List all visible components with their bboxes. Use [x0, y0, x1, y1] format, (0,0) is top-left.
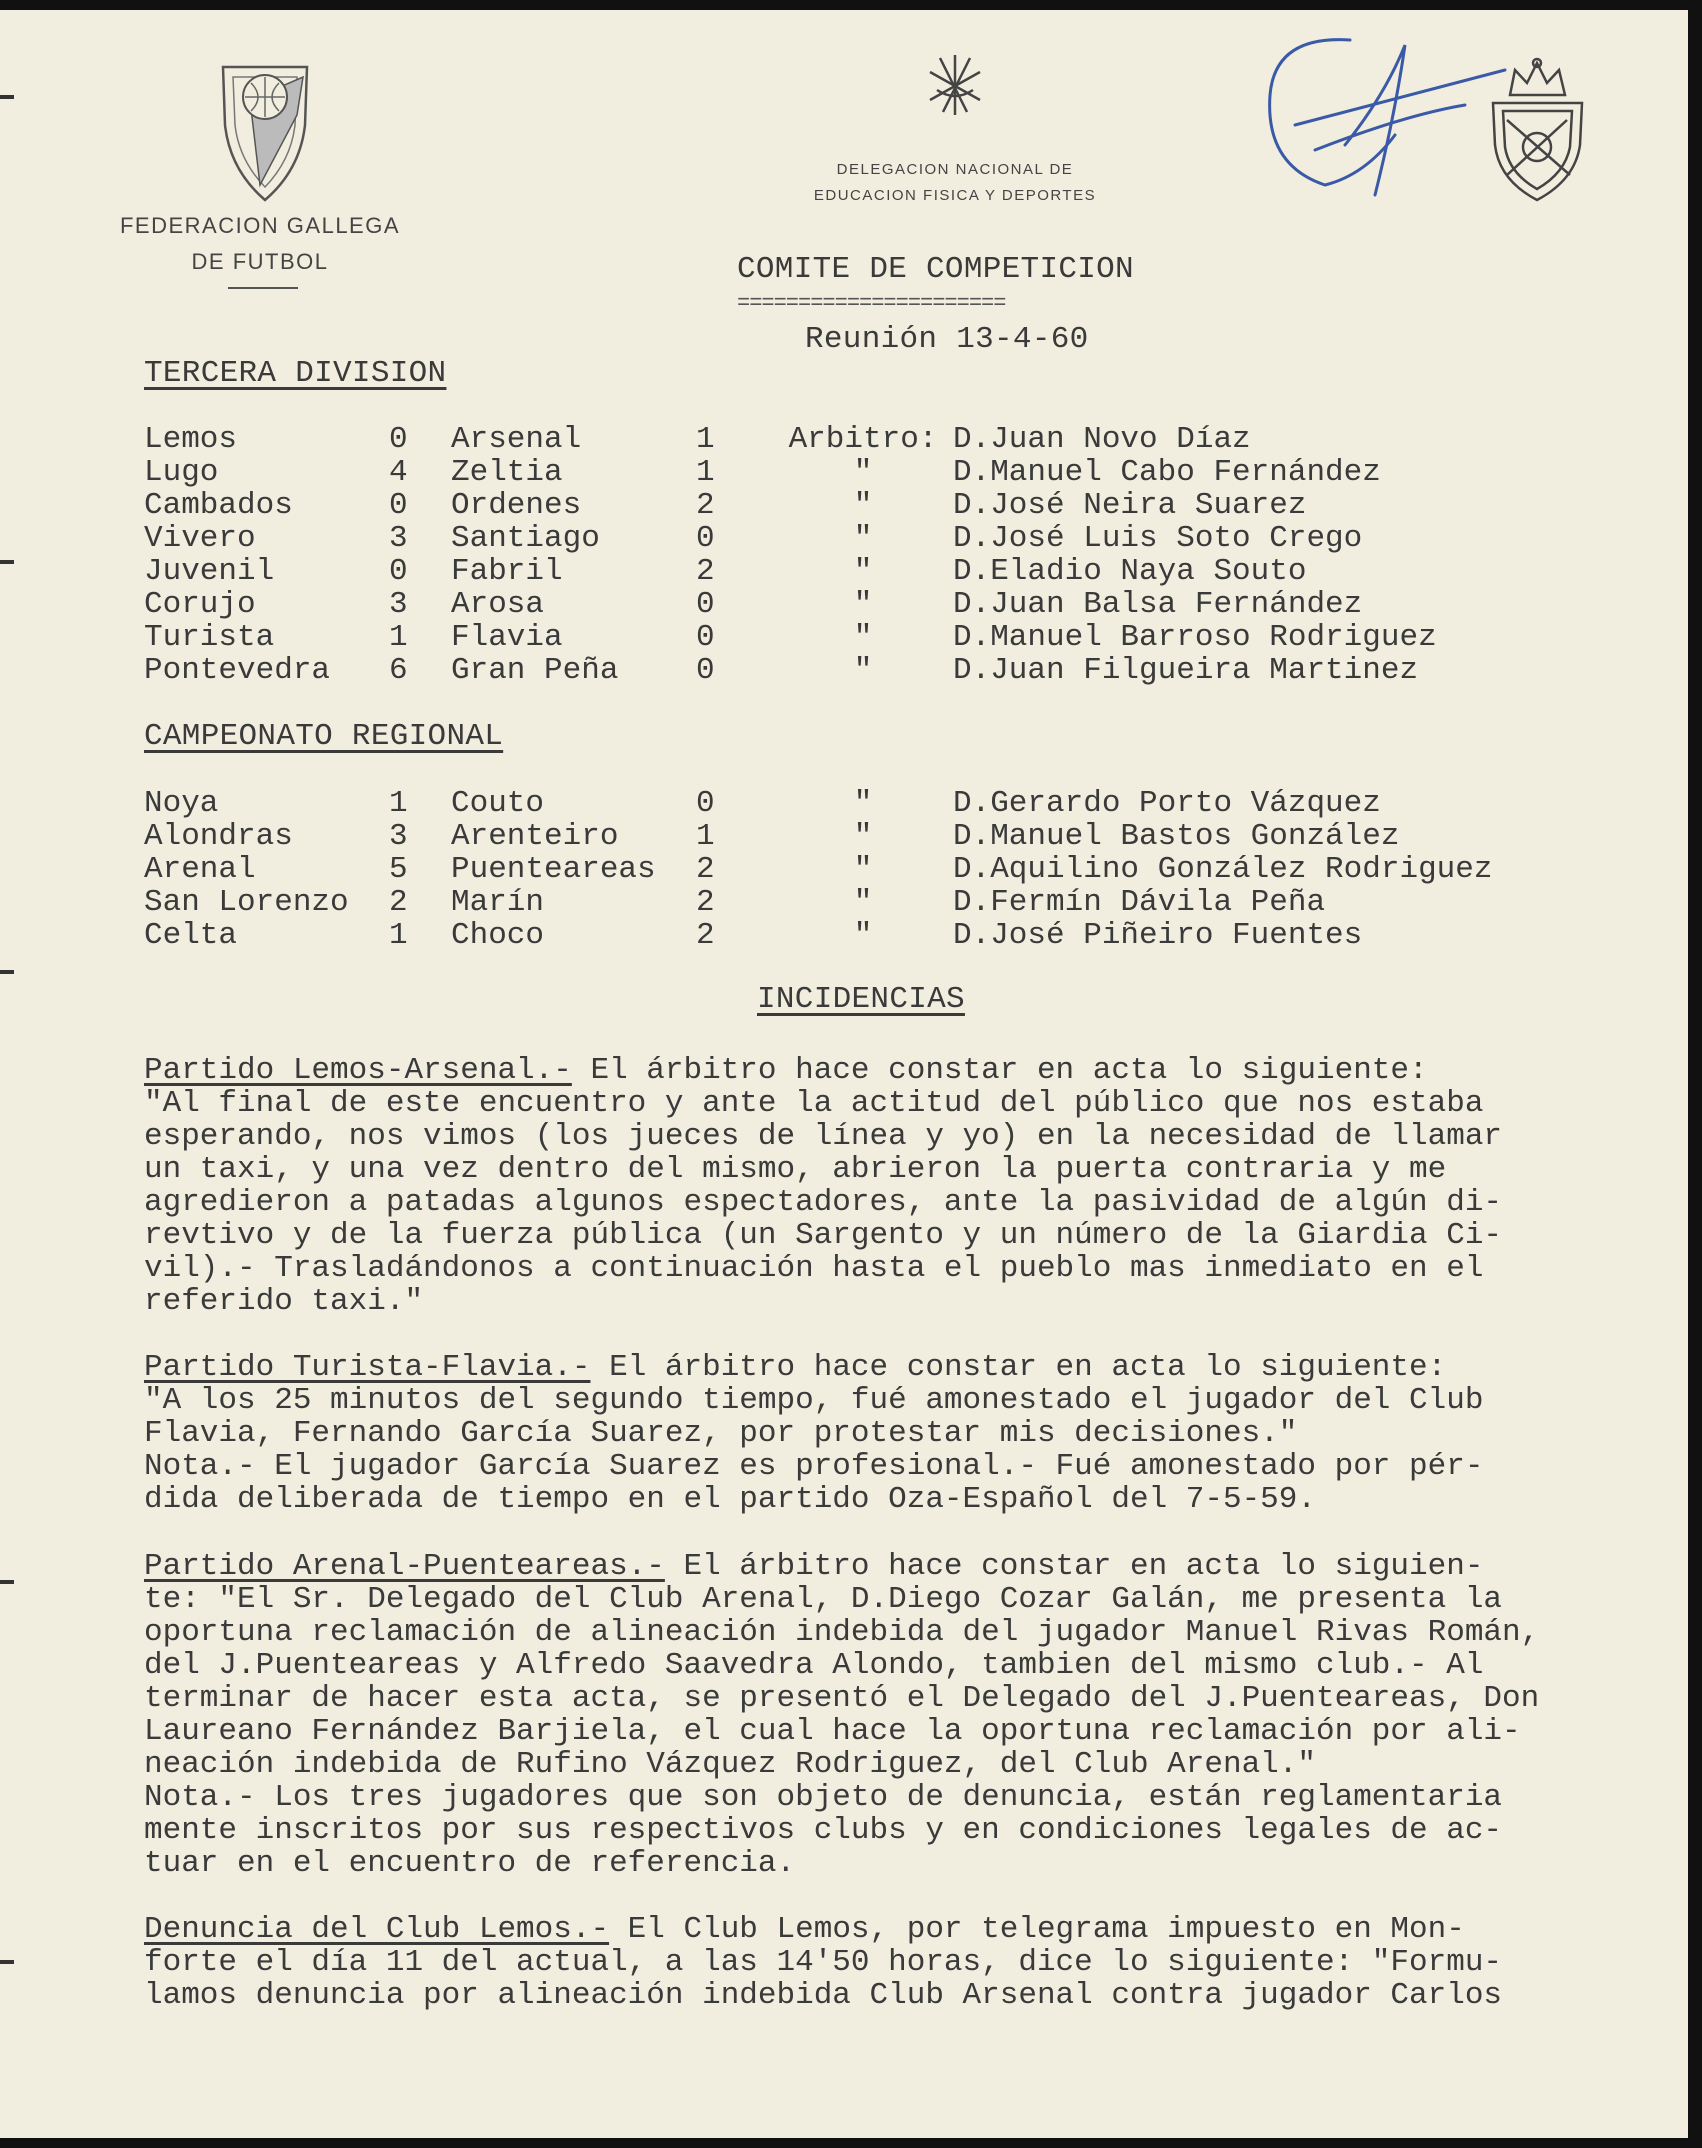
- referee-label: ": [853, 819, 873, 854]
- home-score: 5: [389, 852, 408, 887]
- home-team: Celta: [144, 918, 238, 953]
- away-score: 2: [696, 852, 715, 887]
- home-score: 3: [389, 819, 408, 854]
- federation-rule: [228, 287, 298, 289]
- incident-lead: Partido Turista-Flavia.-: [144, 1350, 591, 1385]
- referee-label: ": [853, 455, 873, 490]
- fgf-shield-logo: [215, 55, 315, 205]
- away-team: Flavia: [451, 620, 563, 655]
- away-score: 0: [696, 521, 715, 556]
- punch-mark: [0, 970, 14, 974]
- federation-name-line2: DE FUTBOL: [191, 249, 329, 274]
- scan-edge-right: [1688, 0, 1702, 2148]
- document-title: COMITE DE COMPETICION: [737, 252, 1134, 287]
- referee-name: D.Manuel Barroso Rodriguez: [953, 620, 1437, 655]
- delegation-name: [780, 157, 1130, 209]
- referee-label: ": [853, 918, 873, 953]
- away-team: Ordenes: [451, 488, 582, 523]
- away-team: Couto: [451, 786, 545, 821]
- incident-text: El Club Lemos, por telegrama impuesto en Mon- forte el día 11 del actual, a las 14'50 horas, dice lo siguiente: "Formu- lamos denuncia por alineación indebida Club Arsenal contra jugador Carlos: [144, 1912, 1503, 2013]
- referee-name: D.Juan Novo Díaz: [953, 422, 1251, 457]
- home-score: 2: [389, 885, 408, 920]
- result-row: [144, 588, 1437, 621]
- away-team: Arsenal: [451, 422, 582, 457]
- home-team: Turista: [144, 620, 275, 655]
- delegation-name-line1: DELEGACION NACIONAL DE: [836, 161, 1074, 178]
- tercera-results-body: [144, 423, 1437, 687]
- federation-name: [110, 208, 410, 280]
- incident-text: El árbitro hace constar en acta lo siguiente: "A los 25 minutos del segundo tiempo, fué amonestado el jugador del Club Flavia, Fernando García Suarez, por protestar mis decisiones." Nota.- El jugador García Suarez es profesional.- Fué amonestado por pér- dida deliberada de tiempo en el partido Oza-Español del 7-5-59.: [144, 1350, 1484, 1517]
- result-row: [144, 489, 1437, 522]
- home-team: Corujo: [144, 587, 256, 622]
- home-score: 6: [389, 653, 408, 688]
- away-score: 2: [696, 554, 715, 589]
- home-score: 3: [389, 521, 408, 556]
- regional-results-table: [144, 787, 1493, 952]
- away-score: 1: [696, 422, 715, 457]
- result-row: [144, 522, 1437, 555]
- home-team: Arenal: [144, 852, 256, 887]
- referee-label: Arbitro:: [788, 422, 938, 457]
- away-score: 2: [696, 918, 715, 953]
- regional-results-body: [144, 787, 1493, 952]
- result-row: [144, 621, 1437, 654]
- referee-label: ": [853, 852, 873, 887]
- away-team: Zeltia: [451, 455, 563, 490]
- home-score: 3: [389, 587, 408, 622]
- away-score: 2: [696, 488, 715, 523]
- home-score: 0: [389, 422, 408, 457]
- result-row: [144, 820, 1493, 853]
- punch-mark: [0, 560, 14, 564]
- incident-paragraph-turista-flavia: [144, 1351, 1684, 1516]
- scan-edge-bottom: [0, 2138, 1702, 2148]
- away-team: Marín: [451, 885, 545, 920]
- away-team: Choco: [451, 918, 545, 953]
- result-row: [144, 853, 1493, 886]
- referee-name: D.Gerardo Porto Vázquez: [953, 786, 1381, 821]
- referee-name: D.Manuel Cabo Fernández: [953, 455, 1381, 490]
- home-team: Juvenil: [144, 554, 275, 589]
- result-row: [144, 423, 1437, 456]
- incident-text: El árbitro hace constar en acta lo siguiente: "Al final de este encuentro y ante la actitud del público que nos estaba esperando, nos vimos (los jueces de línea y yo) en la necesidad de llamar un taxi, y una vez dentro del mismo, abrieron la puerta contraria y me agredieron a patadas algunos espectadores, ante la pasividad de algún di- revtivo y de la fuerza pública (un Sargento y un número de la Giardia Ci- vil).- Trasladándonos a continuación hasta el pueblo mas inmediato en el referido taxi.": [144, 1053, 1503, 1319]
- referee-label: ": [853, 554, 873, 589]
- referee-label: ": [853, 653, 873, 688]
- referee-name: D.José Piñeiro Fuentes: [953, 918, 1363, 953]
- referee-label: ": [853, 521, 873, 556]
- result-row: [144, 555, 1437, 588]
- home-team: San Lorenzo: [144, 885, 349, 920]
- yoke-arrows-emblem: [925, 50, 985, 125]
- section-heading-incidencias: INCIDENCIAS: [757, 982, 965, 1017]
- result-row: [144, 886, 1493, 919]
- result-row: [144, 787, 1493, 820]
- away-score: 0: [696, 786, 715, 821]
- result-row: [144, 456, 1437, 489]
- home-team: Lemos: [144, 422, 238, 457]
- incident-paragraph-lemos-arsenal: [144, 1054, 1684, 1318]
- referee-name: D.Aquilino González Rodriguez: [953, 852, 1493, 887]
- delegation-name-line2: EDUCACION FISICA Y DEPORTES: [813, 187, 1097, 204]
- section-heading-tercera: TERCERA DIVISION: [144, 356, 447, 391]
- scan-edge-top: [0, 0, 1702, 10]
- incident-lead: Partido Arenal-Puenteareas.-: [144, 1549, 665, 1584]
- referee-label: ": [853, 488, 873, 523]
- section-heading-regional: CAMPEONATO REGIONAL: [144, 719, 504, 754]
- home-team: Pontevedra: [144, 653, 331, 688]
- away-score: 1: [696, 819, 715, 854]
- home-score: 1: [389, 786, 408, 821]
- title-underline: ======================: [737, 291, 1006, 316]
- referee-name: D.Manuel Bastos González: [953, 819, 1400, 854]
- incident-lead: Partido Lemos-Arsenal.-: [144, 1053, 572, 1088]
- away-team: Fabril: [451, 554, 563, 589]
- punch-mark: [0, 1580, 14, 1584]
- away-team: Arosa: [451, 587, 545, 622]
- tercera-results-table: [144, 423, 1437, 687]
- home-team: Lugo: [144, 455, 219, 490]
- punch-mark: [0, 1960, 14, 1964]
- incident-text: El árbitro hace constar en acta lo siguien- te: "El Sr. Delegado del Club Arenal, D.Diego Cozar Galán, me presenta la oportuna reclamación de alineación indebida del jugador Manuel Rivas Román, del J.Puenteareas y Alfredo Saavedra Alondo, tambien del mismo club.- Al terminar de hacer esta acta, se presentó el Delegado del J.Puenteareas, Don Laureano Fernández Barjiela, el cual hace la oportuna reclamación por ali- neación indebida de Rufino Vázquez Rodriguez, del Club Arenal." Nota.- Los tres jugadores que son objeto de denuncia, están reglamentaria mente inscritos por sus respectivos clubs y en condiciones legales de ac- tuar en el encuentro de referencia.: [144, 1549, 1540, 1881]
- away-score: 2: [696, 885, 715, 920]
- punch-mark: [0, 95, 14, 99]
- referee-name: D.Eladio Naya Souto: [953, 554, 1307, 589]
- federation-name-line1: FEDERACION GALLEGA: [119, 213, 401, 238]
- away-score: 0: [696, 620, 715, 655]
- referee-label: ": [853, 786, 873, 821]
- home-score: 0: [389, 488, 408, 523]
- home-score: 1: [389, 620, 408, 655]
- referee-name: D.Juan Filgueira Martinez: [953, 653, 1419, 688]
- meeting-date: Reunión 13-4-60: [805, 322, 1089, 357]
- home-team: Noya: [144, 786, 219, 821]
- home-score: 1: [389, 918, 408, 953]
- referee-name: D.Juan Balsa Fernández: [953, 587, 1363, 622]
- home-score: 4: [389, 455, 408, 490]
- home-team: Vivero: [144, 521, 256, 556]
- referee-name: D.Fermín Dávila Peña: [953, 885, 1326, 920]
- home-score: 0: [389, 554, 408, 589]
- home-team: Cambados: [144, 488, 293, 523]
- incident-paragraph-arenal-puenteareas: [144, 1550, 1684, 1880]
- away-team: Gran Peña: [451, 653, 619, 688]
- away-team: Santiago: [451, 521, 600, 556]
- referee-name: D.José Luis Soto Crego: [953, 521, 1363, 556]
- referee-label: ": [853, 885, 873, 920]
- incident-paragraph-denuncia-lemos: [144, 1913, 1684, 2012]
- away-score: 0: [696, 587, 715, 622]
- incident-lead: Denuncia del Club Lemos.-: [144, 1912, 610, 1947]
- result-row: [144, 654, 1437, 687]
- rfef-crowned-shield: [1485, 55, 1590, 205]
- away-team: Arenteiro: [451, 819, 619, 854]
- home-team: Alondras: [144, 819, 293, 854]
- away-score: 1: [696, 455, 715, 490]
- referee-name: D.José Neira Suarez: [953, 488, 1307, 523]
- away-score: 0: [696, 653, 715, 688]
- result-row: [144, 919, 1493, 952]
- referee-label: ": [853, 587, 873, 622]
- referee-label: ": [853, 620, 873, 655]
- away-team: Puenteareas: [451, 852, 656, 887]
